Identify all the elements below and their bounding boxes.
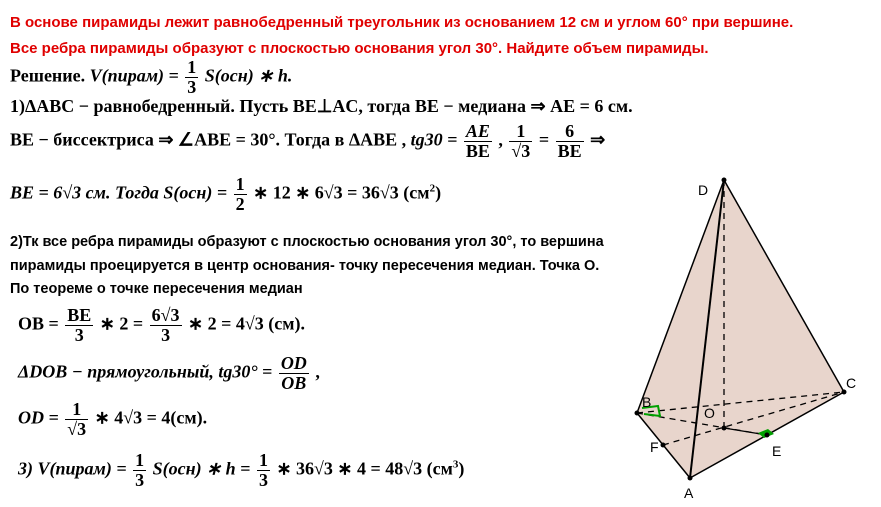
- point-B: [635, 411, 640, 416]
- label-D: D: [698, 182, 709, 198]
- step1-line2: BE − биссектриса ⇒ ∠ABE = 30°. Тогда в ΔABE , tg30 = $\frac{AE}{BE}$ , $\frac{1}{√3}$ = $\frac{6}{BE}$ ⇒: [10, 121, 606, 161]
- od-equation: OD = $\frac{1}{√3}$ ∗ 4√3 = 4(см).: [18, 399, 208, 439]
- step1-line1: 1)ΔABC − равнобедренный. Пусть BE⊥AC, тогда BE − медиана ⇒ AE = 6 см.: [10, 96, 633, 116]
- label-E: E: [772, 443, 782, 459]
- dob-equation: ΔDOB − прямоугольный, tg30° = $\frac{OD}{OB}$ ,: [18, 353, 320, 393]
- point-F: [661, 443, 666, 448]
- label-B: B: [642, 394, 652, 410]
- point-E: [765, 433, 770, 438]
- step2-line3: По теореме о точке пересечения медиан: [10, 281, 303, 297]
- step3-equation: 3) V(пирам) = $\frac{1}{3}$ S(осн) ∗ h = $\frac{1}{3}$ ∗ 36√3 ∗ 4 = 48√3 $(см^3)$: [18, 450, 465, 490]
- solution-label: Решение.: [10, 65, 86, 86]
- label-O: O: [704, 405, 715, 421]
- point-A: [688, 476, 693, 481]
- formula-rhs: S(осн) ∗ h.: [204, 65, 293, 86]
- step1-line3: BE = 6√3 см. Тогда S(осн) = $\frac{1}{2}$ ∗ 12 ∗ 6√3 = 36√3 $(см^2)$: [10, 174, 442, 214]
- point-D: [722, 178, 727, 183]
- label-A: A: [684, 485, 694, 501]
- ob-equation: OB = $\frac{BE}{3}$ ∗ 2 = $\frac{6√3}{3}$ ∗ 2 = 4√3 (см).: [18, 305, 305, 345]
- step2-line1: 2)Тк все ребра пирамиды образуют с плоскостью основания угол 30°, то вершина: [10, 234, 604, 250]
- pyramid-figure: [600, 160, 881, 507]
- point-O: [722, 426, 727, 431]
- problem-line-2: Все ребра пирамиды образуют с плоскостью основания угол 30°. Найдите объем пирамиды.: [10, 40, 709, 57]
- step2-line2: пирамиды проецируется в центр основания- точку пересечения медиан. Точка О.: [10, 258, 600, 274]
- label-C: C: [846, 375, 857, 391]
- formula-lhs: V(пирам) =: [89, 65, 179, 86]
- solution-formula: [10, 58, 292, 97]
- problem-line-1: В основе пирамиды лежит равнобедренный треугольник из основанием 12 см и углом 60° при вершине.: [10, 14, 794, 31]
- label-F: F: [650, 439, 659, 455]
- formula-fraction: $\frac{1}{3}$: [187, 57, 197, 97]
